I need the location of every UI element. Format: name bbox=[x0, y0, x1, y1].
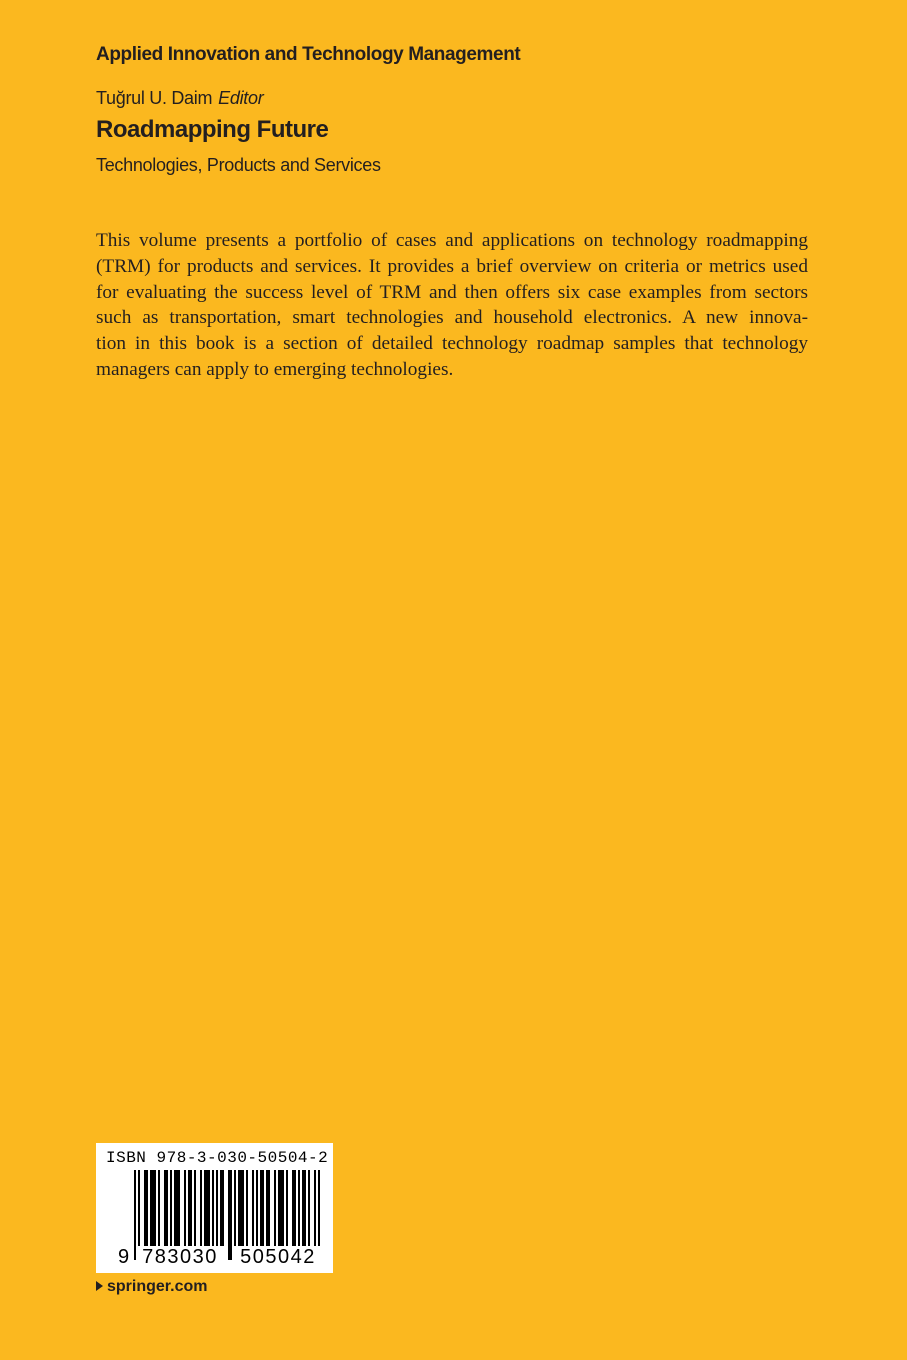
isbn-label: ISBN 978-3-030-50504-2 bbox=[106, 1149, 329, 1167]
editor-role: Editor bbox=[218, 88, 264, 108]
blurb-line: managers can apply to emerging technologies. bbox=[96, 358, 454, 380]
blurb-line: (TRM) for products and services. It provides a brief overview on criteria or metrics used bbox=[96, 255, 808, 277]
blurb-line: This volume presents a portfolio of cases and applications on technology roadmapping bbox=[96, 230, 808, 251]
series-title: Applied Innovation and Technology Management bbox=[96, 44, 521, 65]
blurb-line: such as transportation, smart technologies and household electronics. A new innova- bbox=[96, 307, 808, 329]
editor-line bbox=[96, 88, 263, 109]
barcode-lead-digit: 9 bbox=[118, 1246, 130, 1268]
publisher-website[interactable]: springer.com bbox=[107, 1278, 208, 1295]
barcode-right-digits: 505042 bbox=[234, 1246, 322, 1269]
triangle-arrow-icon bbox=[96, 1281, 103, 1291]
editor-name: Tuğrul U. Daim bbox=[96, 88, 213, 108]
blurb-text bbox=[96, 228, 808, 383]
barcode-box bbox=[96, 1143, 333, 1273]
barcode-digits bbox=[96, 1246, 333, 1270]
barcode-left-digits: 783030 bbox=[136, 1246, 224, 1269]
blurb-line: tion in this book is a section of detailed technology roadmap samples that technology bbox=[96, 333, 808, 355]
book-subtitle: Technologies, Products and Services bbox=[96, 155, 381, 175]
publisher-link[interactable] bbox=[96, 1278, 207, 1296]
book-title: Roadmapping Future bbox=[96, 116, 329, 143]
blurb-line: for evaluating the success level of TRM and then offers six case examples from sectors bbox=[96, 281, 808, 303]
